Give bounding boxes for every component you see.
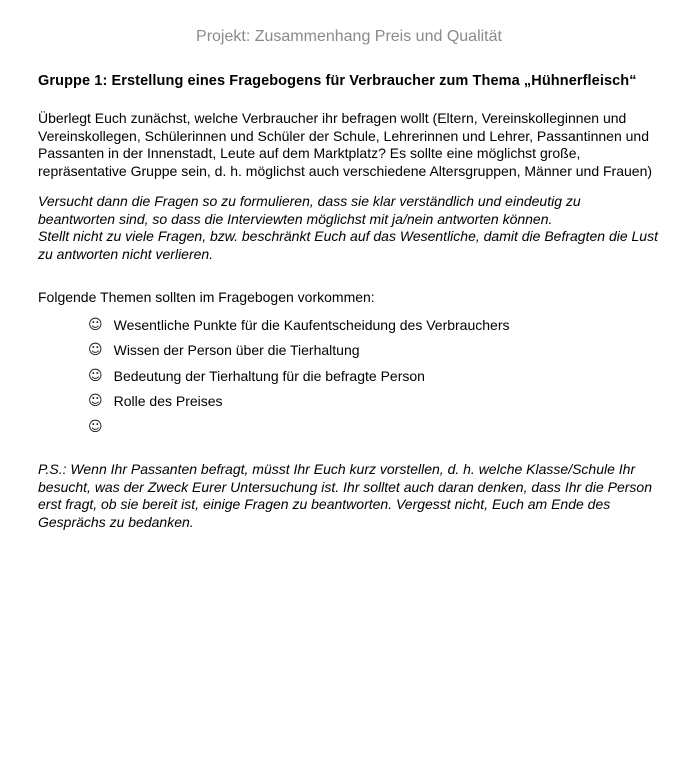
topics-list: [38, 317, 660, 445]
postscript-paragraph: P.S.: Wenn Ihr Passanten befragt, müsst Ihr Euch kurz vorstellen, d. h. welche Klasse/Schule Ihr besucht, was der Zweck Eurer Untersuchung ist. Ihr solltet auch daran denken, dass Ihr die Person erst fragt, ob sie bereit ist, einige Fragen zu beantworten. Vergesst nicht, Euch am Ende des Gesprächs zu bedanken.: [38, 461, 652, 530]
list-item: [38, 419, 660, 445]
page-title: Projekt: Zusammenhang Preis und Qualität: [196, 28, 502, 45]
smiley-icon: ☺: [88, 342, 103, 358]
topic-text: Wissen der Person über die Tierhaltung: [113, 342, 360, 358]
smiley-icon: ☺: [88, 367, 103, 384]
intro-paragraph: Überlegt Euch zunächst, welche Verbraucher ihr befragen wollt (Eltern, Vereinskolleginnen und Vereinskollegen, Schülerinnen und Schüler der Schule, Lehrerinnen und Lehrer, Passantinnen und Passanten in der Innenstadt, Leute auf dem Marktplatz? Es sollte eine möglichst große, repräsentative Gruppe sein, d. h. möglichst auch verschiedene Altersgruppen, Männer und Frauen): [38, 110, 653, 179]
topic-text: Bedeutung der Tierhaltung für die befragte Person: [113, 367, 425, 384]
advice-line-1: Versucht dann die Fragen so zu formulieren, dass sie klar verständlich und eindeutig zu beantworten sind, so dass die Interviewten möglichst mit ja/nein antworten können.: [38, 193, 581, 227]
smiley-icon: ☺: [88, 418, 103, 435]
list-item: [38, 342, 660, 368]
smiley-icon: ☺: [88, 316, 103, 333]
list-item: [38, 368, 660, 394]
list-item: [38, 393, 660, 419]
document-page: [0, 28, 692, 762]
group-heading: Gruppe 1: Erstellung eines Fragebogens für Verbraucher zum Thema „Hühnerfleisch“: [38, 73, 637, 89]
topic-text: Rolle des Preises: [113, 393, 223, 409]
list-item: [38, 317, 660, 343]
smiley-icon: ☺: [88, 393, 103, 409]
topic-text: Wesentliche Punkte für die Kaufentscheidung des Verbrauchers: [113, 316, 510, 333]
advice-paragraph: [38, 193, 660, 263]
advice-line-2: Stellt nicht zu viele Fragen, bzw. beschränkt Euch auf das Wesentliche, damit die Befragten die Lust zu antworten nicht verlieren.: [38, 228, 658, 262]
topics-label: Folgende Themen sollten im Fragebogen vorkommen:: [38, 289, 375, 305]
